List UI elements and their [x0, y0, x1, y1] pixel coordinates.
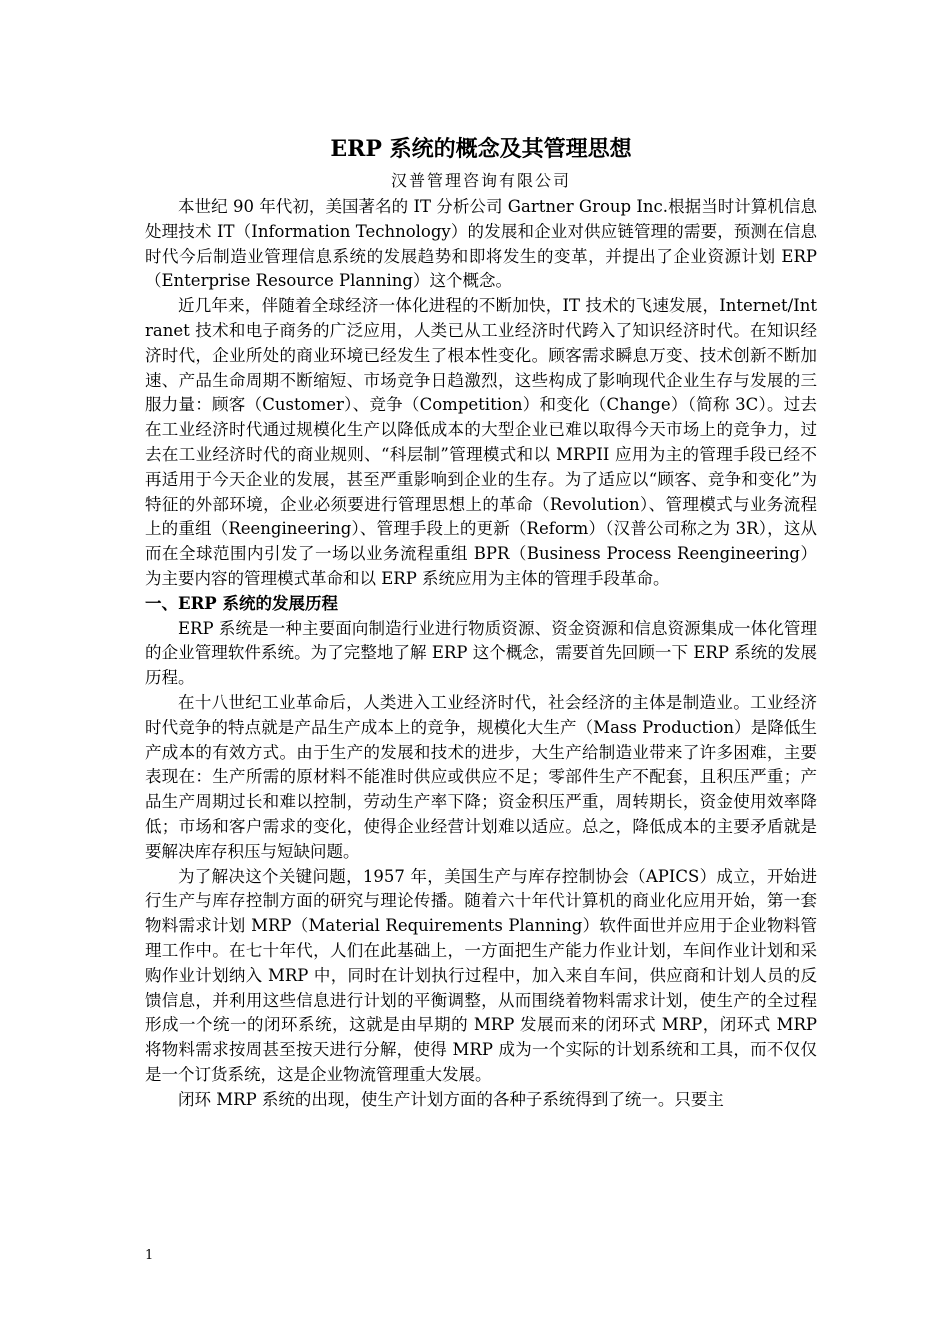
section-paragraph-1: ERP 系统是一种主要面向制造行业进行物质资源、资金资源和信息资源集成一体化管理的企业管理软件系统。为了完整地了解 ERP 这个概念，需要首先回顾一下 ERP 系统的发展历程。	[145, 618, 817, 688]
intro-paragraph-1: 本世纪 90 年代初，美国著名的 IT 分析公司 Gartner Group Inc.根据当时计算机信息处理技术 IT（Information Technology）的发展和企业对供应链管理的需要，预测在信息时代今后制造业管理信息系统的发展趋势和即将发生的变革，并提出了企业资源计划 ERP（Enterprise Resource Planning）这个概念。	[145, 197, 817, 291]
intro-paragraph-2: 近几年来，伴随着全球经济一体化进程的不断加快，IT 技术的飞速发展，Internet/Intranet 技术和电子商务的广泛应用，人类已从工业经济时代跨入了知识经济时代。在知识经济时代，企业所处的商业环境已经发生了根本性变化。顾客需求瞬息万变、技术创新不断加速、产品生命周期不断缩短、市场竞争日趋激烈，这些构成了影响现代企业生存与发展的三服力量：顾客（Customer）、竞争（Competition）和变化（Change）（简称 3C）。过去在工业经济时代通过规模化生产以降低成本的大型企业已难以取得今天市场上的竞争力，过去在工业经济时代的商业规则、“科层制”管理模式和以 MRPII 应用为主的管理手段已经不再适用于今天企业的发展，甚至严重影响到企业的生存。为了适应以“顾客、竞争和变化”为特征的外部环境，企业必须要进行管理思想上的革命（Revolution）、管理模式与业务流程上的重组（Reengineering）、管理手段上的更新（Reform）（汉普公司称之为 3R），这从而在全球范围内引发了一场以业务流程重组 BPR（Business Process Reengineering）为主要内容的管理模式革命和以 ERP 系统应用为主体的管理手段革命。	[145, 296, 817, 588]
page-content	[145, 133, 817, 1112]
section-paragraph-2: 在十八世纪工业革命后，人类进入工业经济时代，社会经济的主体是制造业。工业经济时代竞争的特点就是产品生产成本上的竞争，规模化大生产（Mass Production）是降低生产成本的有效方式。由于生产的发展和技术的进步，大生产给制造业带来了许多困难，主要表现在：生产所需的原材料不能准时供应或供应不足；零部件生产不配套，且积压严重；产品生产周期过长和难以控制，劳动生产率下降；资金积压严重，周转期长，资金使用效率降低；市场和客户需求的变化，使得企业经营计划难以适应。总之，降低成本的主要矛盾就是要解决库存积压与短缺问题。	[145, 692, 817, 861]
page-number: 1	[145, 1248, 154, 1263]
section-heading: 一、ERP 系统的发展历程	[145, 593, 338, 613]
section-paragraph-4: 闭环 MRP 系统的出现，使生产计划方面的各种子系统得到了统一。只要主	[178, 1089, 724, 1109]
document-author: 汉普管理咨询有限公司	[390, 171, 571, 190]
section-paragraph-3: 为了解决这个关键问题，1957 年，美国生产与库存控制协会（APICS）成立，开始进行生产与库存控制方面的研究与理论传播。随着六十年代计算机的商业化应用开始，第一套物料需求计划 MRP（Material Requirements Planning）软件面世并应用于企业物料管理工作中。在七十年代，人们在此基础上，一方面把生产能力作业计划，车间作业计划和采购作业计划纳入 MRP 中，同时在计划执行过程中，加入来自车间，供应商和计划人员的反馈信息，并利用这些信息进行计划的平衡调整，从而围绕着物料需求计划，使生产的全过程形成一个统一的闭环系统，这就是由早期的 MRP 发展而来的闭环式 MRP，闭环式 MRP 将物料需求按周甚至按天进行分解，使得 MRP 成为一个实际的计划系统和工具，而不仅仅是一个订货系统，这是企业物流管理重大发展。	[145, 866, 817, 1084]
document-title: ERP 系统的概念及其管理思想	[330, 136, 632, 162]
